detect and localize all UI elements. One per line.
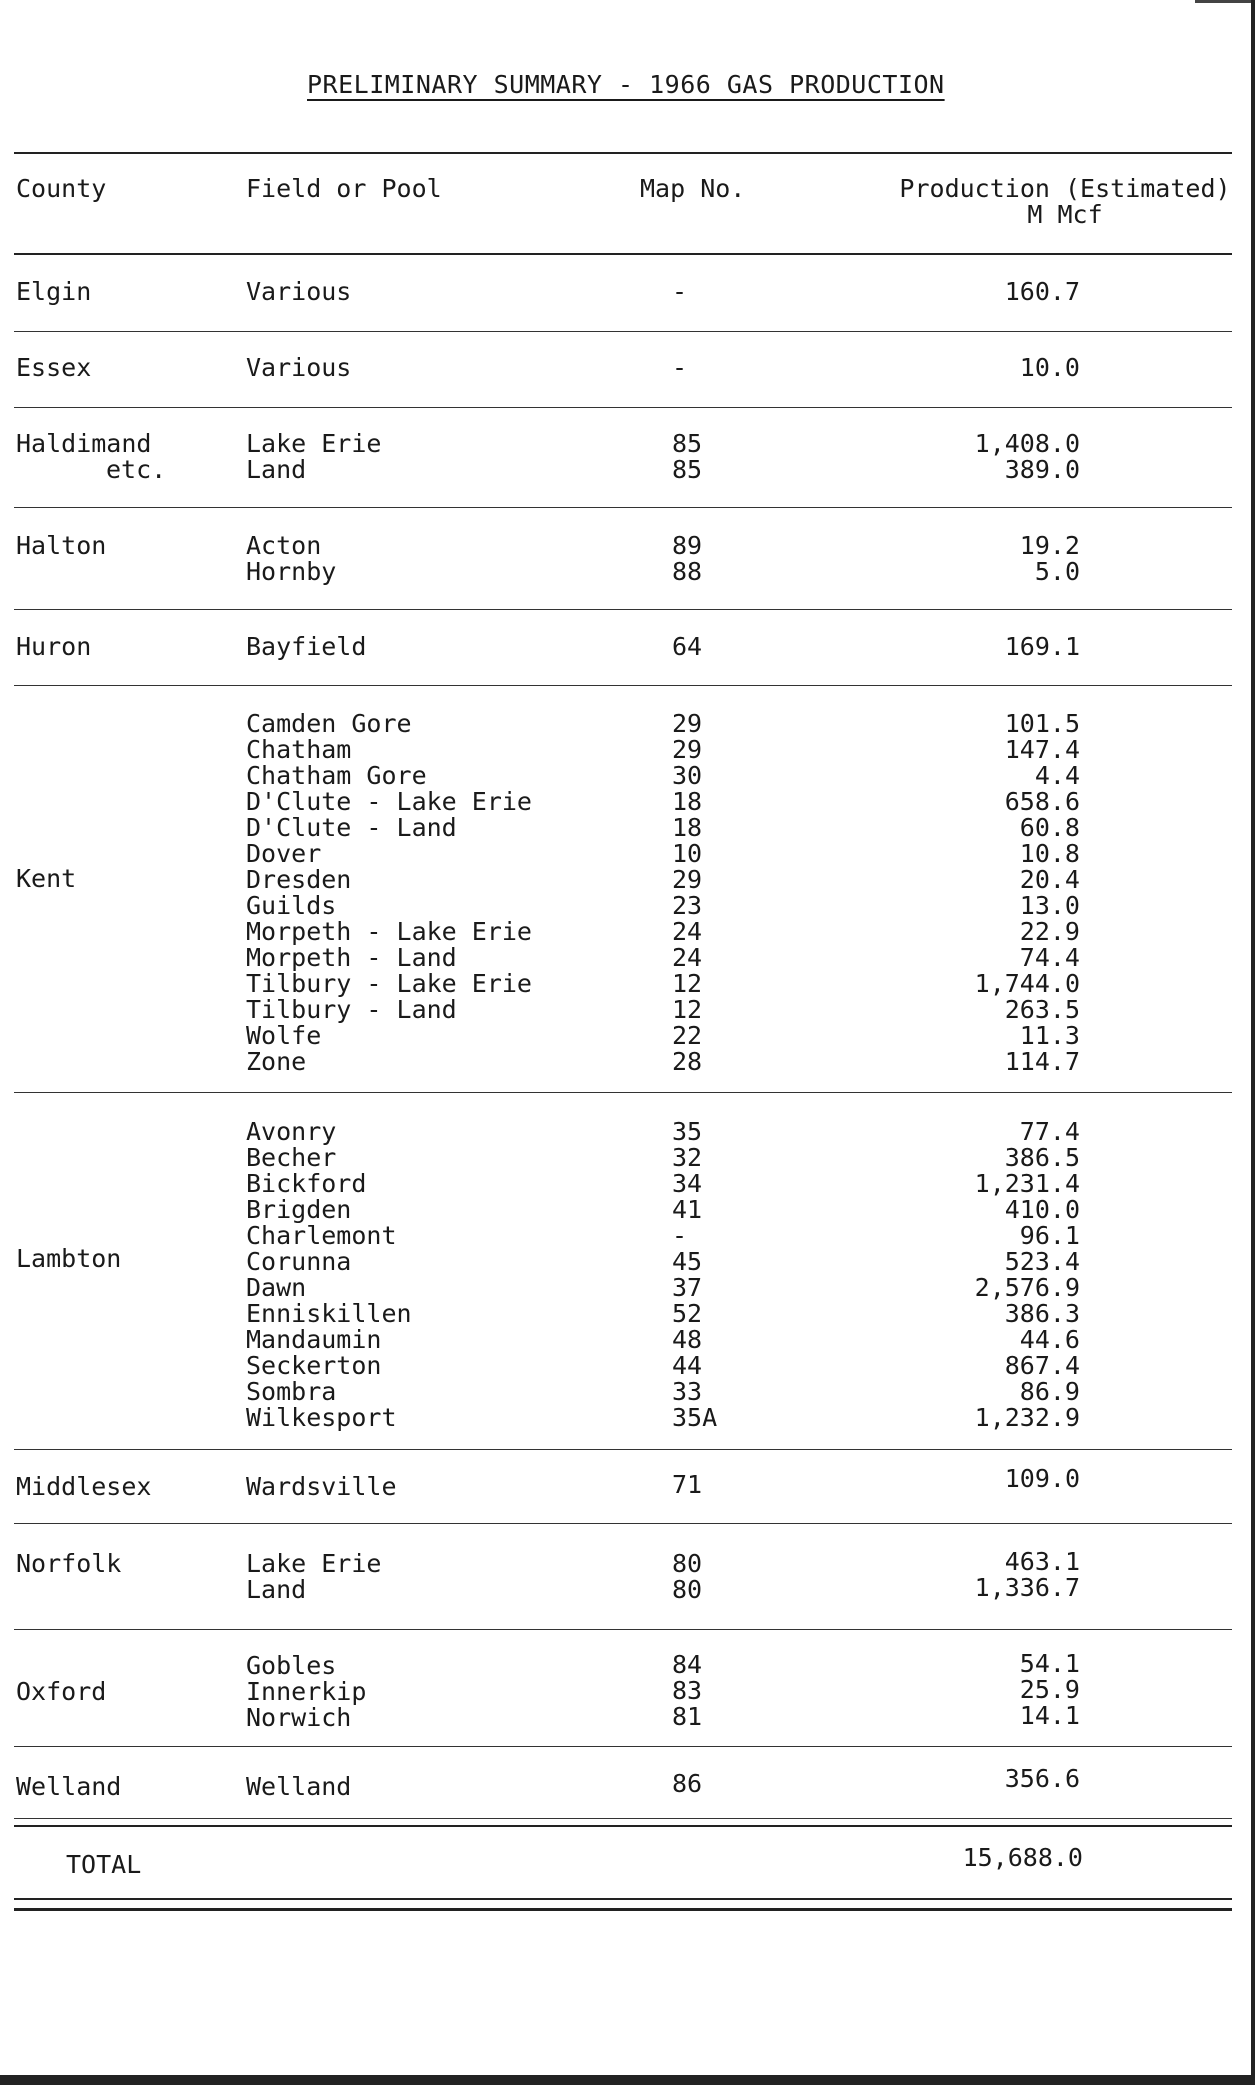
county-cell: Lambton [16, 1244, 122, 1273]
map-cell: - [672, 353, 688, 382]
map-cell: 12 [672, 995, 703, 1024]
field-cell: Various [246, 277, 352, 306]
row-rule [14, 1449, 1232, 1450]
production-cell: 114.7 [1004, 1047, 1080, 1076]
production-cell: 389.0 [1004, 455, 1080, 484]
production-list [900, 1119, 1080, 1431]
field-list [246, 1551, 381, 1603]
map-cell: 29 [672, 865, 703, 894]
field-cell: Various [246, 353, 352, 382]
header-map: Map No. [640, 174, 746, 203]
county-cell: Haldimand [16, 429, 152, 458]
field-cell: Chatham Gore [246, 761, 427, 790]
map-cell: 37 [672, 1273, 703, 1302]
total-top-rule [14, 1825, 1232, 1827]
production-cell: 658.6 [1004, 787, 1080, 816]
field-list [246, 533, 336, 585]
field-cell: Lake Erie [246, 1549, 382, 1578]
header-bottom-rule [14, 253, 1232, 255]
map-cell: 84 [672, 1650, 703, 1679]
field-cell: Mandaumin [246, 1325, 382, 1354]
field-cell: Dawn [246, 1273, 307, 1302]
map-cell: 83 [672, 1676, 703, 1705]
field-list [246, 1119, 412, 1431]
map-cell: 71 [672, 1470, 703, 1499]
county-cell: Welland [16, 1772, 122, 1801]
map-cell: 80 [672, 1575, 703, 1604]
total-label: TOTAL [66, 1850, 142, 1879]
field-cell: Wilkesport [246, 1403, 397, 1432]
field-cell: Morpeth - Lake Erie [246, 917, 532, 946]
total-bottom-rule [14, 1898, 1232, 1900]
field-cell: Corunna [246, 1247, 352, 1276]
map-cell: 45 [672, 1247, 703, 1276]
field-cell: Tilbury - Lake Erie [246, 969, 532, 998]
production-list [900, 1549, 1080, 1601]
production-cell: 1,744.0 [974, 969, 1080, 998]
map-list [672, 1652, 702, 1730]
production-cell: 25.9 [1019, 1675, 1080, 1704]
county-cell: Middlesex [16, 1472, 152, 1501]
map-cell: 35 [672, 1117, 703, 1146]
field-cell: Camden Gore [246, 709, 412, 738]
production-list [900, 711, 1080, 1075]
map-cell: 52 [672, 1299, 703, 1328]
production-cell: 109.0 [1004, 1464, 1080, 1493]
map-cell: 35A [672, 1403, 718, 1432]
field-cell: Land [246, 1575, 307, 1604]
field-cell: Brigden [246, 1195, 352, 1224]
field-cell: Charlemont [246, 1221, 397, 1250]
county-cell: Oxford [16, 1677, 107, 1706]
production-cell: 386.3 [1004, 1299, 1080, 1328]
production-cell: 386.5 [1004, 1143, 1080, 1172]
map-cell: 18 [672, 787, 703, 816]
map-cell: 24 [672, 917, 703, 946]
map-cell: - [672, 277, 688, 306]
scan-edge [1195, 0, 1255, 3]
production-cell: 10.0 [1019, 353, 1080, 382]
field-cell: Acton [246, 531, 322, 560]
map-cell: 30 [672, 761, 703, 790]
field-cell: Norwich [246, 1703, 352, 1732]
map-cell: 18 [672, 813, 703, 842]
production-cell: 1,232.9 [974, 1403, 1080, 1432]
production-cell: 1,408.0 [974, 429, 1080, 458]
total-double-rule [14, 1908, 1232, 1911]
production-cell: 22.9 [1019, 917, 1080, 946]
county-cell: etc. [106, 455, 167, 484]
row-rule [14, 331, 1232, 332]
field-list [246, 431, 381, 483]
county-cell: Norfolk [16, 1549, 122, 1578]
map-cell: 12 [672, 969, 703, 998]
row-rule [14, 685, 1232, 686]
field-cell: Wolfe [246, 1021, 322, 1050]
county-cell: Kent [16, 864, 77, 893]
map-cell: 34 [672, 1169, 703, 1198]
production-cell: 356.6 [1004, 1764, 1080, 1793]
map-cell: 88 [672, 557, 703, 586]
production-cell: 867.4 [1004, 1351, 1080, 1380]
map-cell: 29 [672, 709, 703, 738]
field-cell: Hornby [246, 557, 337, 586]
map-cell: 89 [672, 531, 703, 560]
field-list [246, 1653, 366, 1731]
map-cell: 80 [672, 1549, 703, 1578]
production-cell: 11.3 [1019, 1021, 1080, 1050]
map-cell: 81 [672, 1702, 703, 1731]
field-cell: Avonry [246, 1117, 337, 1146]
production-cell: 1,336.7 [974, 1573, 1080, 1602]
field-cell: D'Clute - Lake Erie [246, 787, 532, 816]
total-value: 15,688.0 [962, 1843, 1083, 1872]
table-top-rule [14, 152, 1232, 154]
row-rule [14, 1818, 1232, 1819]
row-rule [14, 1523, 1232, 1524]
map-cell: 44 [672, 1351, 703, 1380]
production-cell: 101.5 [1004, 709, 1080, 738]
field-cell: Chatham [246, 735, 352, 764]
map-cell: 85 [672, 455, 703, 484]
production-list [900, 533, 1080, 585]
map-list [672, 1551, 702, 1603]
map-cell: 86 [672, 1769, 703, 1798]
field-cell: Seckerton [246, 1351, 382, 1380]
county-cell: Halton [16, 531, 107, 560]
scan-edge [1251, 0, 1255, 2085]
production-cell: 10.8 [1019, 839, 1080, 868]
header-production-line1: Production (Estimated) [899, 174, 1231, 203]
field-cell: Gobles [246, 1651, 337, 1680]
production-cell: 54.1 [1019, 1649, 1080, 1678]
scan-edge [0, 2075, 1255, 2085]
map-cell: 41 [672, 1195, 703, 1224]
map-list [672, 533, 702, 585]
field-cell: Becher [246, 1143, 337, 1172]
header-production [898, 176, 1232, 228]
map-cell: 85 [672, 429, 703, 458]
county-cell: Elgin [16, 277, 92, 306]
production-cell: 77.4 [1019, 1117, 1080, 1146]
field-cell: Wardsville [246, 1472, 397, 1501]
field-cell: Tilbury - Land [246, 995, 457, 1024]
production-list [900, 1651, 1080, 1729]
map-cell: 23 [672, 891, 703, 920]
header-field: Field or Pool [246, 174, 442, 203]
map-cell: 64 [672, 632, 703, 661]
production-cell: 13.0 [1019, 891, 1080, 920]
field-cell: Lake Erie [246, 429, 382, 458]
production-cell: 86.9 [1019, 1377, 1080, 1406]
field-cell: Sombra [246, 1377, 337, 1406]
production-cell: 19.2 [1019, 531, 1080, 560]
map-cell: 10 [672, 839, 703, 868]
production-cell: 2,576.9 [974, 1273, 1080, 1302]
production-cell: 96.1 [1019, 1221, 1080, 1250]
map-cell: - [672, 1221, 688, 1250]
production-cell: 263.5 [1004, 995, 1080, 1024]
map-cell: 32 [672, 1143, 703, 1172]
county-cell: Huron [16, 632, 92, 661]
field-cell: Innerkip [246, 1677, 367, 1706]
page-title: PRELIMINARY SUMMARY - 1966 GAS PRODUCTION [307, 70, 945, 99]
production-cell: 5.0 [1034, 557, 1080, 586]
map-cell: 24 [672, 943, 703, 972]
row-rule [14, 1746, 1232, 1747]
map-cell: 33 [672, 1377, 703, 1406]
production-cell: 4.4 [1034, 761, 1080, 790]
map-list [672, 1119, 717, 1431]
county-cell: Essex [16, 353, 92, 382]
field-list [246, 711, 532, 1075]
production-cell: 147.4 [1004, 735, 1080, 764]
map-list [672, 431, 702, 483]
map-cell: 48 [672, 1325, 703, 1354]
field-cell: Morpeth - Land [246, 943, 457, 972]
map-cell: 29 [672, 735, 703, 764]
row-rule [14, 407, 1232, 408]
field-cell: Guilds [246, 891, 337, 920]
production-cell: 20.4 [1019, 865, 1080, 894]
field-cell: Zone [246, 1047, 307, 1076]
map-cell: 22 [672, 1021, 703, 1050]
map-list [672, 711, 702, 1075]
field-cell: Land [246, 455, 307, 484]
production-cell: 1,231.4 [974, 1169, 1080, 1198]
field-cell: Bayfield [246, 632, 367, 661]
field-cell: Dresden [246, 865, 352, 894]
header-county: County [16, 174, 107, 203]
row-rule [14, 507, 1232, 508]
production-cell: 463.1 [1004, 1547, 1080, 1576]
production-cell: 60.8 [1019, 813, 1080, 842]
production-cell: 169.1 [1004, 632, 1080, 661]
row-rule [14, 1629, 1232, 1630]
field-cell: D'Clute - Land [246, 813, 457, 842]
production-list [900, 431, 1080, 483]
production-cell: 160.7 [1004, 277, 1080, 306]
field-cell: Welland [246, 1772, 352, 1801]
production-cell: 523.4 [1004, 1247, 1080, 1276]
row-rule [14, 609, 1232, 610]
production-cell: 14.1 [1019, 1701, 1080, 1730]
field-cell: Bickford [246, 1169, 367, 1198]
map-cell: 28 [672, 1047, 703, 1076]
row-rule [14, 1092, 1232, 1093]
production-cell: 44.6 [1019, 1325, 1080, 1354]
header-production-line2: M Mcf [1027, 200, 1103, 229]
production-cell: 410.0 [1004, 1195, 1080, 1224]
field-cell: Dover [246, 839, 322, 868]
production-cell: 74.4 [1019, 943, 1080, 972]
field-cell: Enniskillen [246, 1299, 412, 1328]
